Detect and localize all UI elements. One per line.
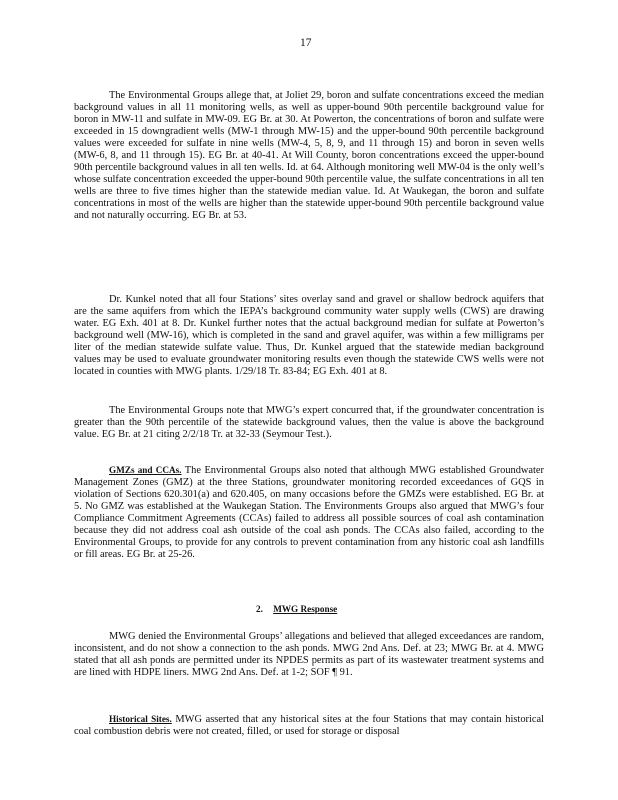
paragraph-expert-concurred (74, 405, 544, 441)
subsection-heading (256, 603, 337, 615)
section-heading-gmz-cca: GMZs and CCAs. (109, 465, 182, 475)
subsection-number: 2. (256, 604, 263, 614)
section-heading-historical-sites: Historical Sites. (109, 714, 172, 724)
paragraph-gmz-cca (74, 464, 544, 561)
paragraph-text: The Environmental Groups note that MWG’s expert concurred that, if the groundwater concentration is greater than the 90th percentile of the statewide background values, then the value is above the background value. EG Br. at 21 citing 2/2/18 Tr. at 32-33 (Seymour Test.). (74, 405, 544, 440)
paragraph-text: MWG asserted that any historical sites at the four Stations that may contain historical coal combustion debris were not created, filled, or used for storage or disposal (74, 714, 544, 737)
paragraph-historical-sites (74, 713, 544, 738)
page-number: 17 (300, 37, 312, 49)
paragraph-kunkel (74, 294, 544, 378)
paragraph-text: The Environmental Groups allege that, at Joliet 29, boron and sulfate concentrations exceed the median background values in all 11 monitoring wells, as well as upper-bound 90th percentile background value for boron in MW-11 and sulfate in MW-09. EG Br. at 30. At Powerton, the concentrations of boron and sulfate were exceeded in 15 downgradient wells (MW-1 through MW-15) and the upper-bound 90th percentile background values were exceeded for sulfate in nine wells (MW-4, 5, 8, 9, and 11 through 15) and boron in seven wells (MW-6, 8, and 11 through 15). EG Br. at 40-41. At Will County, boron concentrations exceed the upper-bound 90th percentile background values in all ten wells. Id. at 64. Although monitoring well MW-04 is the only well’s whose sulfate concentration exceeded the upper-bound 90th percentile value, the sulfate concentrations in all ten wells are three to five times higher than the statewide median value. Id. At Waukegan, the boron and sulfate concentrations in most of the wells are higher than the statewide upper-bound 90th percentile background value and not naturally occurring. EG Br. at 53. (74, 90, 544, 221)
subsection-title: MWG Response (273, 604, 338, 614)
paragraph-text: Dr. Kunkel noted that all four Stations’ sites overlay sand and gravel or shallow bedrock aquifers that are the same aquifers from which the IEPA’s background community water supply wells (CWS) are drawing water. EG Exh. 401 at 8. Dr. Kunkel further notes that the actual background median for sulfate at Powerton’s background well (MW-16), which is completed in the sand and gravel aquifer, was within a few milligrams per liter of the median statewide sulfate value. Thus, Dr. Kunkel argued that the statewide median background values may be used to evaluate groundwater monitoring results even though the statewide CWS wells were not located in counties with MWG plants. 1/29/18 Tr. 83-84; EG Exh. 401 at 8. (74, 294, 544, 377)
paragraph-mwg-response (74, 631, 544, 679)
paragraph-boron-sulfate (74, 90, 544, 222)
paragraph-text: MWG denied the Environmental Groups’ allegations and believed that alleged exceedances are random, inconsistent, and do not show a connection to the ash ponds. MWG 2nd Ans. Def. at 23; MWG Br. at 4. MWG stated that all ash ponds are permitted under its NPDES permits as part of its wastewater treatment systems and are lined with HDPE liners. MWG 2nd Ans. Def. at 1-2; SOF ¶ 91. (74, 631, 544, 678)
paragraph-text: The Environmental Groups also noted that although MWG established Groundwater Management Zones (GMZ) at the three Stations, groundwater monitoring recorded exceedances of GQS in violation of Sections 620.301(a) and 620.405, on many occasions before the GMZs were established. EG Br. at 5. No GMZ was established at the Waukegan Station. The Environments Groups also argued that MWG’s four Compliance Commitment Agreements (CCAs) failed to address all possible sources of coal ash contamination because they did not address coal ash outside of the coal ash ponds. The CCAs also failed, according to the Environmental Groups, to provide for any controls to prevent contamination from any historic coal ash landfills or fill areas. EG Br. at 25-26. (74, 465, 544, 560)
